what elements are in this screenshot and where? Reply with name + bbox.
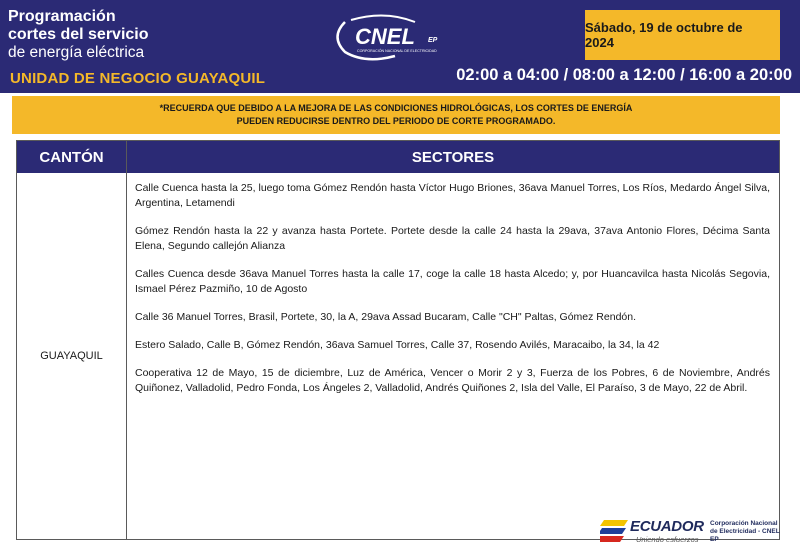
notice-line-2: PUEDEN REDUCIRSE DENTRO DEL PERIODO DE CORTE PROGRAMADO. (236, 116, 556, 126)
notice-line-1: *RECUERDA QUE DEBIDO A LA MEJORA DE LAS CONDICIONES HIDROLÓGICAS, LOS CORTES DE ENERGÍA (159, 103, 633, 113)
time-ranges: 02:00 a 04:00 / 08:00 a 12:00 / 16:00 a 20:00 (456, 66, 792, 84)
table-header (17, 141, 779, 173)
ecuador-slogan: Uniendo esfuerzos (636, 535, 699, 544)
sector-item: Calle Cuenca hasta la 25, luego toma Gómez Rendón hasta Víctor Hugo Briones, 36ava Manuel Torres, Los Ríos, Medardo Ángel Silva, Argentina, Letamendi (135, 182, 770, 209)
corporation-line-2: de Electricidad - CNEL EP (710, 528, 780, 543)
schedule-table (16, 140, 780, 540)
cnel-logo (325, 12, 475, 62)
logo-subtitle: CORPORACIÓN NACIONAL DE ELECTRICIDAD (357, 49, 437, 53)
date-text: Sábado, 19 de octubre de 2024 (585, 20, 743, 50)
business-unit-label: UNIDAD DE NEGOCIO GUAYAQUIL (10, 70, 266, 87)
sectors-cell (135, 181, 770, 409)
sector-item: Calles Cuenca desde 36ava Manuel Torres hasta la calle 17, coge la calle 18 hasta Alcedo; y, por Huancavilca hasta Nicolás Segovia, Ismael Pérez Pazmiño, 10 de Agosto (135, 268, 770, 295)
title-line-1: Programación (8, 8, 116, 25)
sector-item: Cooperativa 12 de Mayo, 15 de diciembre, Luz de América, Vencer o Morir 2 y 3, Fuerza de los Pobres, 6 de Noviembre, Andrés Quiñonez, Valladolid, Pedro Fonda, Los Ángeles 2, Valladolid, Andrés Quiñones 2, Isla del Valle, El Paraíso, 3 de Mayo, 22 de Abril. (135, 367, 770, 394)
sector-item: Gómez Rendón hasta la 22 y avanza hasta Portete. Portete desde la calle 24 hasta la 29ava, 37ava Antonio Flores, Décima Santa Elena, Segundo callejón Alianza (135, 225, 770, 252)
canton-cell: GUAYAQUIL (40, 350, 103, 362)
notice-banner (12, 96, 780, 134)
logo-text: CNEL (355, 24, 415, 49)
column-header-canton: CANTÓN (17, 141, 127, 173)
header-banner (0, 0, 800, 93)
column-header-sectores: SECTORES (411, 148, 495, 166)
date-badge (585, 10, 780, 60)
ecuador-flag-icon (600, 516, 630, 546)
title-line-2: cortes del servicio (8, 26, 149, 43)
sector-item: Estero Salado, Calle B, Gómez Rendón, 36ava Samuel Torres, Calle 37, Rosendo Avilés, Maracaibo, la 34, la 42 (135, 339, 660, 351)
corporation-name (710, 520, 780, 544)
corporation-line-1: Corporación Nacional (710, 520, 778, 527)
ecuador-brand: ECUADOR (630, 518, 704, 535)
logo-ep: EP (428, 37, 438, 44)
title-line-3: de energía eléctrica (8, 44, 145, 61)
page-title (8, 8, 149, 62)
ecuador-footer-logo (600, 516, 780, 548)
sector-item: Calle 36 Manuel Torres, Brasil, Portete, 30, la A, 29ava Assad Bucaram, Calle "CH" Paltas, Gómez Rendón. (135, 311, 637, 323)
column-divider (126, 173, 127, 539)
